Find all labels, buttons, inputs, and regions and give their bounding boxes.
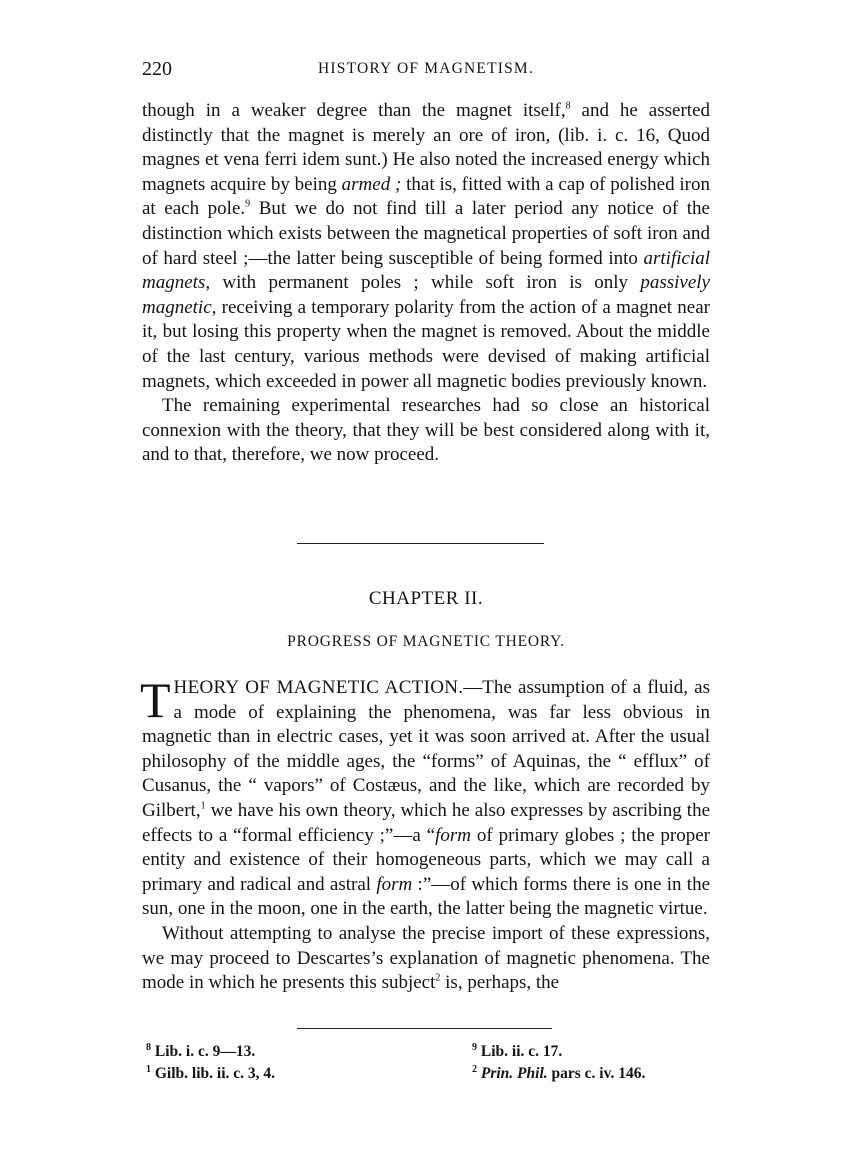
footnote-1: $^1$ Gilb. lib. ii. c. 3, 4. [146,1063,276,1082]
footnote-ref: 1 [200,800,206,812]
footnote-ref: 9 [245,199,251,211]
running-head: HISTORY OF MAGNETISM. [318,60,534,77]
footnote-9: $^9$ Lib. ii. c. 17. [472,1041,563,1060]
section-divider [297,543,544,544]
footnote-divider [297,1028,552,1029]
footnote-8: $^8$ Lib. i. c. 9—13. [146,1041,256,1060]
paragraph: THEORY OF MAGNETIC ACTION.—The assumption of a fluid, as a mode of explaining the phenomena, was far less obvious in magnetic than in electric cases, yet it was soon arrived at. After the usual philosophy of the middle ages, the “forms” of Aquinas, the “ efflux” of Cusanus, the “ vapors” of Costæus, and the like, which are recorded by Gilbert,$^1$ we have his own theory, which he also expresses by ascribing the effects to a “formal efficiency ;”—a “form of primary globes ; the proper entity and existence of their homogeneous parts, which we may call a primary and radical and astral form :”—of which forms there is one in the sun, one in the moon, one in the earth, the latter being the magnetic virtue. [140,672,711,920]
body-text-top [142,99,710,468]
footnote-ref: 8 [565,100,571,112]
body-text-bottom [140,672,711,996]
section-lead: HEORY OF MAGNETIC ACTION. [173,677,464,698]
page-header [142,58,710,88]
chapter-subtitle: PROGRESS OF MAGNETIC THEORY. [287,633,565,650]
footnotes [142,1043,710,1103]
paragraph: though in a weaker degree than the magnet itself,$^8$ and he asserted distinctly that the magnet is merely an ore of iron, (lib. i. c. 16, Quod magnes et vena ferri idem sunt.) He also noted the increased energy which magnets acquire by being armed ; that is, fitted with a cap of polished iron at each pole.$^9$ But we do not find till a later period any notice of the distinction which exists between the magnetical properties of soft iron and of hard steel ;—the latter being susceptible of being formed into artificial magnets, with permanent poles ; while soft iron is only passively magnetic, receiving a temporary polarity from the action of a magnet near it, but losing this property when the magnet is removed. About the middle of the last century, various methods were devised of making artificial magnets, which exceeded in power all magnetic bodies previously known. [142,100,710,392]
chapter-title: CHAPTER II. [368,588,484,609]
page-number: 220 [142,58,172,80]
paragraph: The remaining experimental researches had so close an historical connexion with the theory, that they will be best considered along with it, and to that, therefore, we now proceed. [142,395,710,466]
footnote-ref: 2 [435,972,441,984]
footnote-2: $^2$ Prin. Phil. pars c. iv. 146. [472,1063,646,1082]
paragraph: Without attempting to analyse the precise import of these expressions, we may proceed to Descartes’s explanation of magnetic phenomena. The mode in which he presents this subject$^2$ is, perhaps, the [142,922,710,994]
drop-cap: T [140,672,171,728]
